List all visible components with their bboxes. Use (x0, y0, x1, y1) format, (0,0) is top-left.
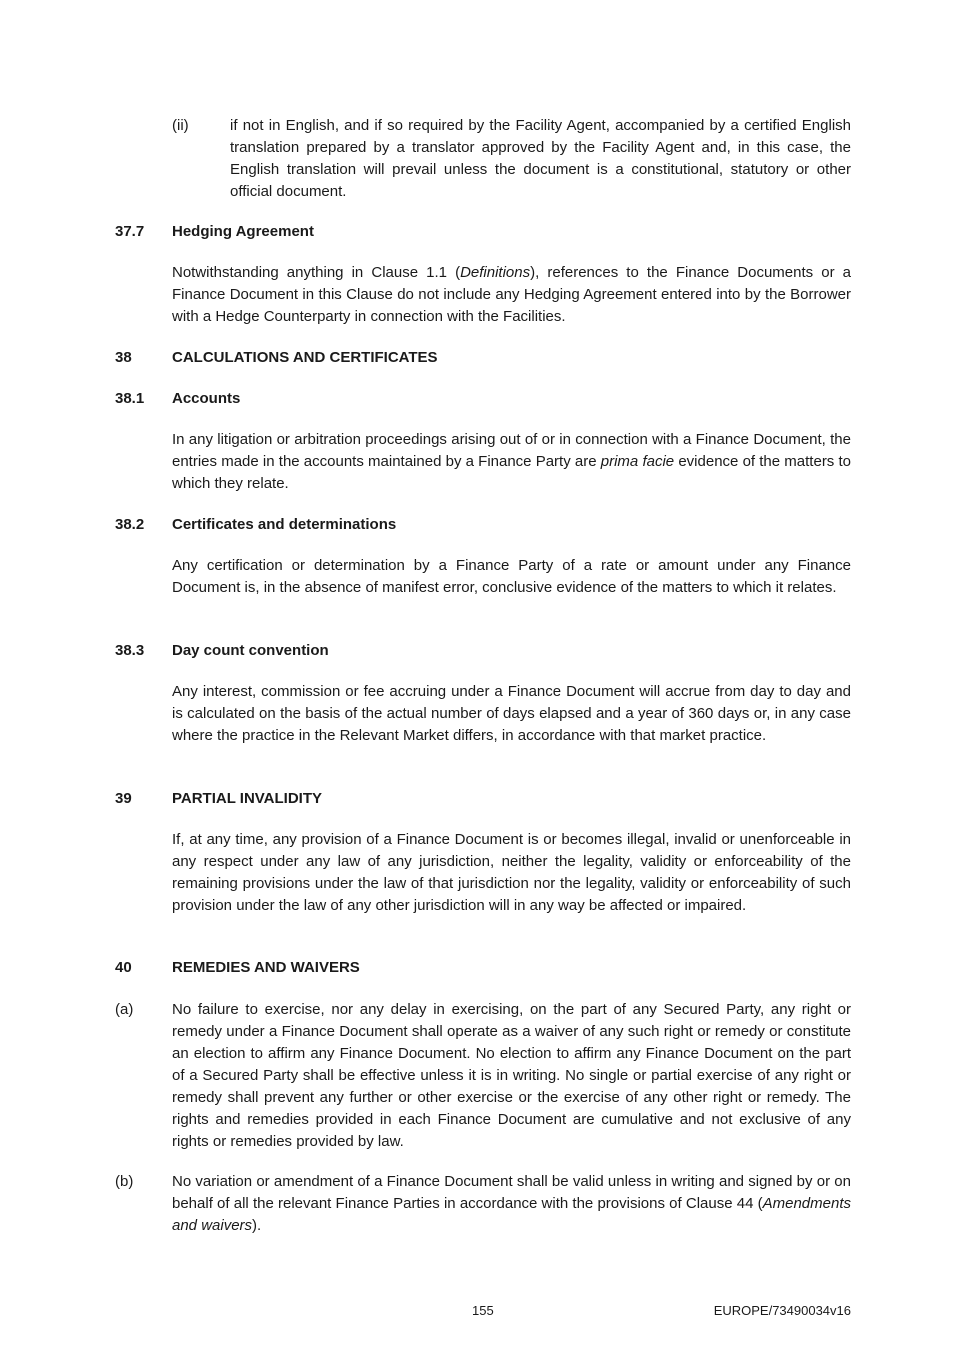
document-reference: EUROPE/73490034v16 (713, 1303, 851, 1318)
section-number: 37.7 (115, 223, 145, 240)
section-title: Hedging Agreement (172, 223, 314, 240)
section-title: Day count convention (172, 642, 329, 659)
item-text: if not in English, and if so required by the Facility Agent, accompanied by a certified English translation prepared by a translator approved by the Facility Agent and, in this case, the English translation will prevail unless the document is a constitutional, statutory or other official document. (230, 117, 851, 200)
text: Notwithstanding anything in Clause 1.1 ( (172, 264, 461, 281)
clause-number: 38 (115, 349, 132, 366)
clause-title: REMEDIES AND WAIVERS (172, 959, 360, 976)
item-marker: (ii) (172, 117, 189, 134)
clause-number: 40 (115, 959, 132, 976)
text: In any litigation or arbitration proceedings arising out of or in connection with a Finance Document, the entries made in the accounts maintained by a Finance Party are (172, 431, 851, 470)
page-number: 155 (472, 1303, 494, 1318)
italic-text: prima facie (600, 453, 675, 470)
item-marker: (b) (115, 1173, 134, 1190)
text: ), references to the Finance Documents or a Finance Document in this Clause do not include any Hedging Agreement entered into by the Borrower with a Hedge Counterparty in connection with the Facilities. (172, 264, 851, 325)
italic-text: Amendments and waivers (172, 1195, 851, 1234)
text: Any interest, commission or fee accruing under a Finance Document will accrue from day to day and is calculated on the basis of the actual number of days elapsed and a year of 360 days or, in any case where the practice in the Relevant Market differs, in accordance with that market practice. (172, 683, 851, 744)
text: Any certification or determination by a Finance Party of a rate or amount under any Finance Document is, in the absence of manifest error, conclusive evidence of the matters to which it relates. (172, 557, 851, 596)
text: No failure to exercise, nor any delay in exercising, on the part of any Secured Party, any right or remedy under a Finance Document shall operate as a waiver of any such right or remedy or constitute an election to affirm any Finance Document. No election to affirm any Finance Document on the part of a Secured Party shall be effective unless it is in writing. No single or partial exercise of any right or remedy shall prevent any further or other exercise or the exercise of any other right or remedy. The rights and remedies provided in each Finance Document are cumulative and not exclusive of any rights or remedies provided by law. (172, 1001, 851, 1150)
section-number: 38.2 (115, 516, 145, 533)
text: No variation or amendment of a Finance Document shall be valid unless in writing and signed by or on behalf of all the relevant Finance Parties in accordance with the provisions of Clause 44 ( (172, 1173, 851, 1212)
section-number: 38.3 (115, 642, 145, 659)
text: ). (252, 1217, 262, 1234)
italic-text: Definitions (460, 264, 531, 281)
item-marker: (a) (115, 1001, 134, 1018)
clause-title: CALCULATIONS AND CERTIFICATES (172, 349, 438, 366)
clause-number: 39 (115, 790, 132, 807)
section-number: 38.1 (115, 390, 145, 407)
text: evidence of the matters to which they relate. (172, 453, 852, 492)
clause-title: PARTIAL INVALIDITY (172, 790, 322, 807)
section-title: Accounts (172, 390, 241, 407)
section-title: Certificates and determinations (172, 516, 397, 533)
text: If, at any time, any provision of a Finance Document is or becomes illegal, invalid or unenforceable in any respect under any law of any jurisdiction, neither the legality, validity or enforceability of the remaining provisions under the law of that jurisdiction nor the legality, validity or enforceability of such provision under the law of any other jurisdiction will in any way be affected or impaired. (172, 831, 851, 914)
